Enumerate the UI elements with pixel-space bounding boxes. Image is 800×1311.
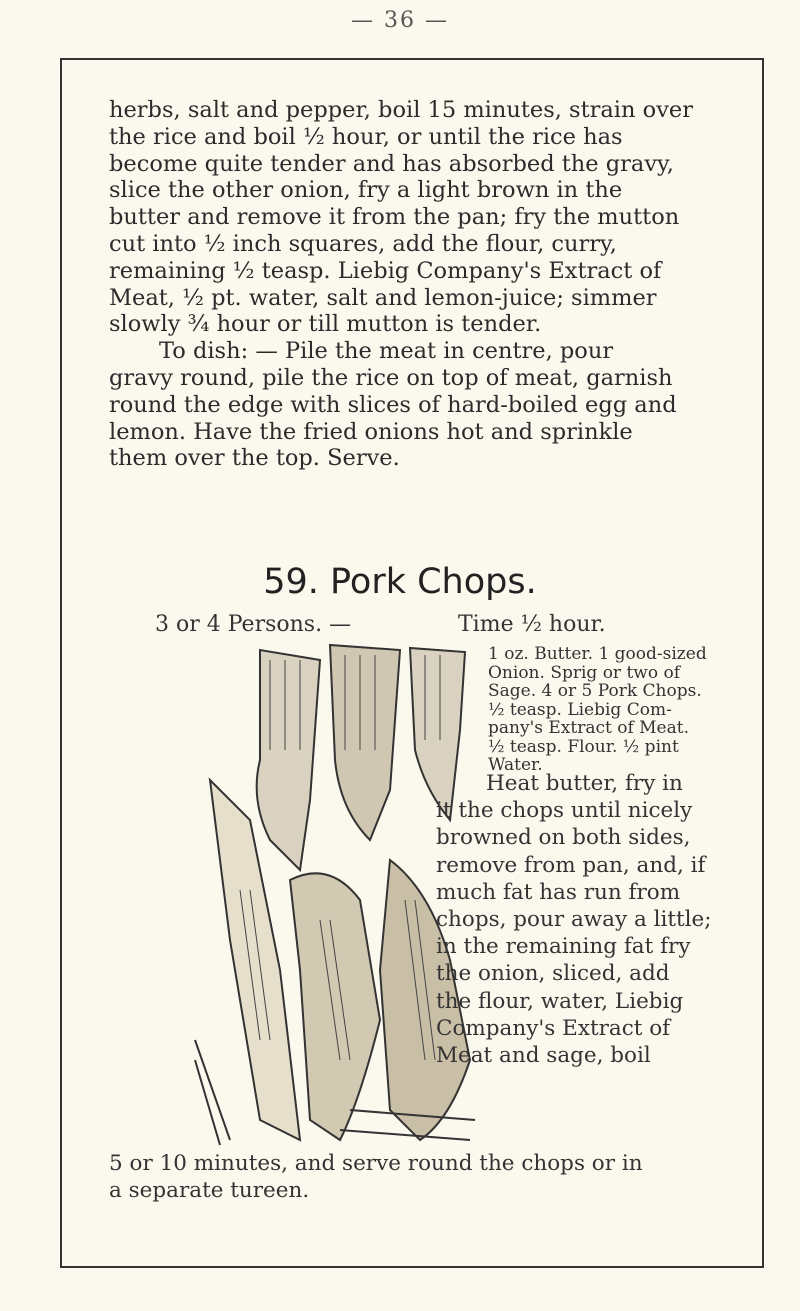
method-line: remove from pan, and, if bbox=[436, 852, 706, 878]
method-line: the flour, water, Liebig bbox=[436, 988, 684, 1014]
closing-paragraph bbox=[109, 1150, 773, 1204]
text-line: cut into ½ inch squares, add the flour, curry, bbox=[109, 230, 617, 257]
method-line: Heat butter, fry in bbox=[486, 771, 683, 796]
text-line: gravy round, pile the rice on top of meat, garnish bbox=[109, 364, 673, 391]
ingredient-line: Onion. Sprig or two of bbox=[488, 662, 681, 683]
text-line: remaining ½ teasp. Liebig Company's Extract of bbox=[109, 257, 662, 284]
ingredient-line: ½ teasp. Flour. ½ pint bbox=[488, 736, 679, 757]
text-line: become quite tender and has absorbed the gravy, bbox=[109, 150, 674, 177]
text-line: butter and remove it from the pan; fry the mutton bbox=[109, 204, 680, 231]
ingredient-line: Water. bbox=[488, 755, 543, 775]
text-line: To dish: — Pile the meat in centre, pour bbox=[159, 338, 614, 365]
method-line: much fat has run from bbox=[436, 879, 681, 905]
text-line: herbs, salt and pepper, boil 15 minutes, strain over bbox=[109, 97, 693, 123]
ingredient-line: ½ teasp. Liebig Com- bbox=[488, 699, 672, 720]
ingredients-list bbox=[488, 645, 760, 775]
text-line: 5 or 10 minutes, and serve round the chops or in bbox=[109, 1151, 643, 1176]
method-line: it the chops until nicely bbox=[436, 798, 693, 824]
text-line: lemon. Have the fried onions hot and sprinkle bbox=[109, 418, 633, 445]
recipe-time: Time ½ hour. bbox=[458, 612, 606, 637]
method-line: chops, pour away a little; bbox=[436, 907, 712, 933]
text-line: round the edge with slices of hard-boiled egg and bbox=[109, 391, 677, 418]
text-line: them over the top. Serve. bbox=[109, 445, 400, 472]
ingredient-line: 1 oz. Butter. 1 good-sized bbox=[488, 644, 707, 664]
recipe-title: 59. Pork Chops. bbox=[263, 562, 537, 602]
method-line: Meat and sage, boil bbox=[436, 1043, 651, 1069]
pork-chops-illustration bbox=[190, 640, 478, 1152]
ingredient-line: Sage. 4 or 5 Pork Chops. bbox=[488, 681, 702, 701]
intro-paragraph bbox=[109, 97, 773, 472]
text-line: Meat, ½ pt. water, salt and lemon-juice; simmer bbox=[109, 284, 657, 311]
method-line: in the remaining fat fry bbox=[436, 934, 691, 960]
text-line: slowly ¾ hour or till mutton is tender. bbox=[109, 311, 542, 338]
method-line: browned on both sides, bbox=[436, 825, 691, 851]
method-line: Company's Extract of bbox=[436, 1015, 671, 1041]
text-line: slice the other onion, fry a light brown in the bbox=[109, 177, 623, 204]
recipe-persons: 3 or 4 Persons. — bbox=[155, 612, 352, 637]
page-number: — 36 — bbox=[351, 8, 449, 33]
text-line: a separate tureen. bbox=[109, 1178, 310, 1203]
text-line: the rice and boil ½ hour, or until the rice has bbox=[109, 123, 623, 150]
ingredient-line: pany's Extract of Meat. bbox=[488, 718, 689, 738]
method-paragraph bbox=[436, 770, 766, 1069]
method-line: the onion, sliced, add bbox=[436, 961, 670, 987]
